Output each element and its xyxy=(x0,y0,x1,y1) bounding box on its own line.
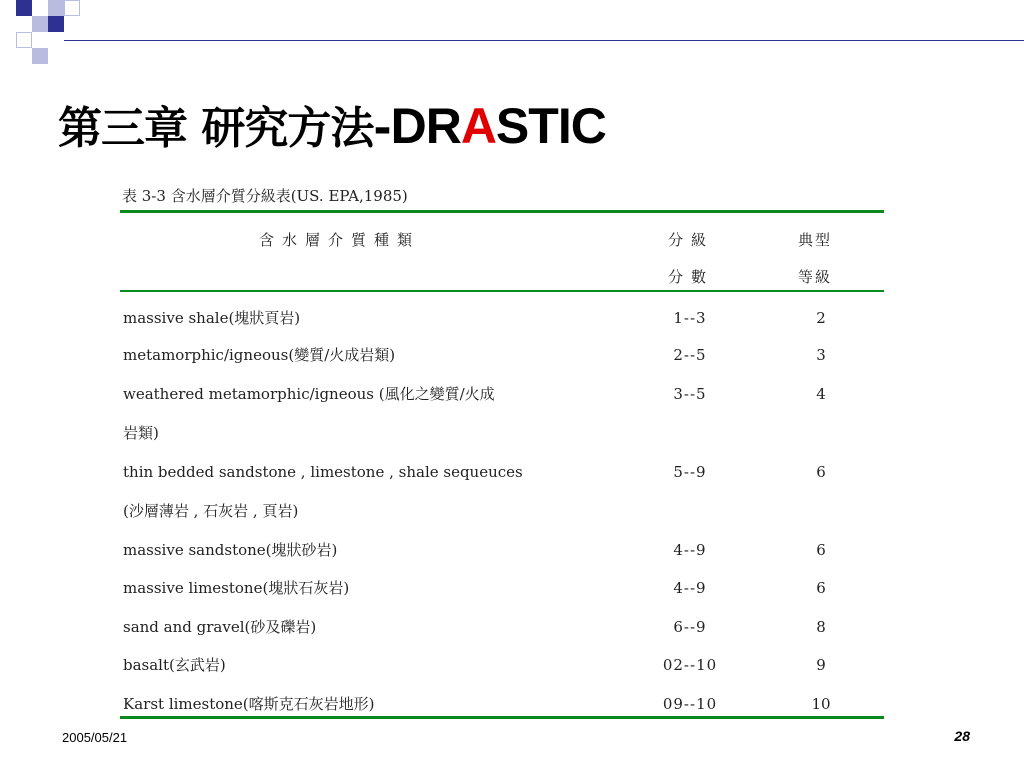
cell-score: 1--3 xyxy=(673,309,707,327)
cell-typical: 10 xyxy=(811,695,831,713)
table-rule-top xyxy=(120,210,884,213)
header-score-1: 分級 xyxy=(668,231,715,249)
cell-typical: 9 xyxy=(816,656,826,674)
cell-typical: 2 xyxy=(816,309,826,327)
cell-typical: 6 xyxy=(816,579,826,597)
decor-square xyxy=(32,16,48,32)
cell-media: thin bedded sandstone , limestone , shale sequeuces xyxy=(123,463,523,481)
table-rule-header xyxy=(120,290,884,292)
cell-score: 6--9 xyxy=(673,618,707,636)
cell-score: 2--5 xyxy=(673,346,707,364)
cell-media: massive limestone(塊狀石灰岩) xyxy=(123,579,350,597)
decor-square xyxy=(16,32,32,48)
header-media: 含水層介質種類 xyxy=(259,231,421,249)
table-caption: 表 3-3 含水層介質分級表(US. EPA,1985) xyxy=(122,187,408,205)
slide-title xyxy=(58,96,606,159)
header-typical-2: 等級 xyxy=(798,268,833,286)
header-score-2: 分數 xyxy=(668,268,715,286)
decor-square xyxy=(32,48,48,64)
cell-media-continued: 岩類) xyxy=(123,424,159,442)
cell-score: 5--9 xyxy=(673,463,707,481)
cell-media: metamorphic/igneous(變質/火成岩類) xyxy=(123,346,396,364)
title-a: A xyxy=(460,98,496,154)
cell-media-continued: (沙層薄岩 , 石灰岩 , 頁岩) xyxy=(123,502,299,520)
cell-typical: 6 xyxy=(816,541,826,559)
cell-score: 02--10 xyxy=(662,656,718,674)
title-stic: STIC xyxy=(495,98,606,154)
footer-date: 2005/05/21 xyxy=(62,730,128,745)
cell-score: 4--9 xyxy=(673,579,707,597)
title-prefix: 第三章 研究方法- xyxy=(58,103,391,154)
header-typical-1: 典型 xyxy=(798,231,833,249)
cell-media: sand and gravel(砂及礫岩) xyxy=(123,618,317,636)
decor-square xyxy=(48,16,64,32)
cell-typical: 6 xyxy=(816,463,826,481)
cell-typical: 8 xyxy=(816,618,826,636)
cell-media: massive sandstone(塊狀砂岩) xyxy=(123,541,338,559)
cell-typical: 4 xyxy=(816,385,826,403)
cell-media: Karst limestone(喀斯克石灰岩地形) xyxy=(123,695,375,713)
title-dr: DR xyxy=(390,98,461,154)
decor-square xyxy=(64,0,80,16)
decor-square xyxy=(48,0,64,16)
cell-score: 4--9 xyxy=(673,541,707,559)
cell-score: 3--5 xyxy=(673,385,707,403)
page-number: 28 xyxy=(954,728,970,744)
cell-typical: 3 xyxy=(816,346,826,364)
header-rule xyxy=(64,40,1024,41)
cell-score: 09--10 xyxy=(662,695,718,713)
cell-media: weathered metamorphic/igneous (風化之變質/火成 xyxy=(123,385,495,403)
decor-square xyxy=(16,0,32,16)
table-rule-bottom xyxy=(120,716,884,719)
cell-media: massive shale(塊狀頁岩) xyxy=(123,309,301,327)
cell-media: basalt(玄武岩) xyxy=(123,656,226,674)
